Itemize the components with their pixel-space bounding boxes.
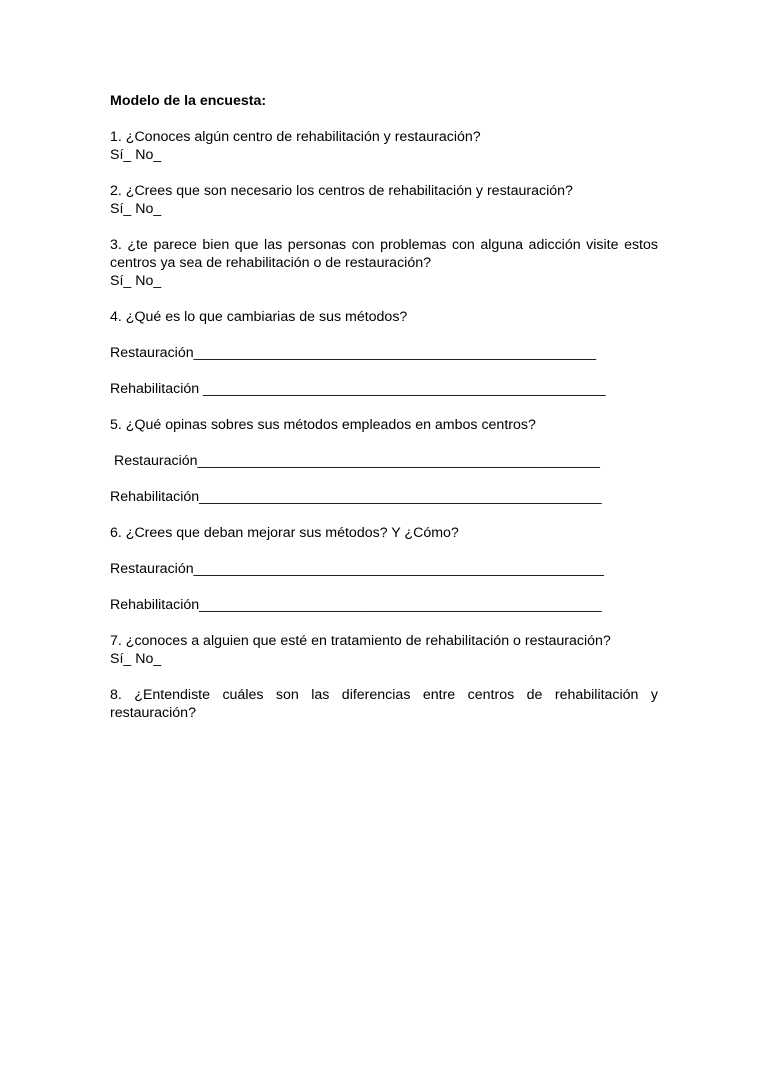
question-4-answer-restauracion bbox=[110, 344, 658, 362]
question-5-text: 5. ¿Qué opinas sobres sus métodos empleados en ambos centros? bbox=[110, 417, 536, 433]
question-6-answer-rehabilitacion bbox=[110, 596, 658, 614]
question-4 bbox=[110, 308, 658, 326]
question-4-line-rehabilitacion: Rehabilitación ___________________________________________________ bbox=[110, 381, 606, 397]
question-6-line-restauracion: Restauración____________________________________________________ bbox=[110, 561, 604, 577]
question-6 bbox=[110, 524, 658, 542]
question-8 bbox=[110, 686, 658, 722]
question-3-text: 3. ¿te parece bien que las personas con problemas con alguna adicción visite estos centros ya sea de rehabilitación o de restauración? bbox=[110, 237, 658, 271]
question-6-text: 6. ¿Crees que deban mejorar sus métodos? Y ¿Cómo? bbox=[110, 525, 459, 541]
question-1-options: Sí_ No_ bbox=[110, 147, 162, 163]
question-3-options: Sí_ No_ bbox=[110, 273, 162, 289]
question-5-answer-rehabilitacion bbox=[110, 488, 658, 506]
question-7 bbox=[110, 632, 658, 668]
question-2-text: 2. ¿Crees que son necesario los centros de rehabilitación y restauración? bbox=[110, 183, 573, 199]
question-8-text: 8. ¿Entendiste cuáles son las diferencias entre centros de rehabilitación y restauración? bbox=[110, 687, 658, 721]
question-5-line-rehabilitacion: Rehabilitación___________________________________________________ bbox=[110, 489, 602, 505]
question-5-answer-restauracion bbox=[110, 452, 658, 470]
question-1-text: 1. ¿Conoces algún centro de rehabilitación y restauración? bbox=[110, 129, 481, 145]
question-2-options: Sí_ No_ bbox=[110, 201, 162, 217]
survey-content bbox=[110, 92, 658, 740]
document-title: Modelo de la encuesta: bbox=[110, 93, 267, 109]
question-4-line-restauracion: Restauración___________________________________________________ bbox=[110, 345, 597, 361]
question-5-line-restauracion: Restauración___________________________________________________ bbox=[110, 453, 600, 469]
question-6-answer-restauracion bbox=[110, 560, 658, 578]
question-3 bbox=[110, 236, 658, 290]
question-4-answer-rehabilitacion bbox=[110, 380, 658, 398]
question-6-line-rehabilitacion: Rehabilitación___________________________________________________ bbox=[110, 597, 602, 613]
question-7-options: Sí_ No_ bbox=[110, 651, 162, 667]
question-1 bbox=[110, 128, 658, 164]
question-5 bbox=[110, 416, 658, 434]
question-2 bbox=[110, 182, 658, 218]
question-4-text: 4. ¿Qué es lo que cambiarias de sus métodos? bbox=[110, 309, 408, 325]
question-7-text: 7. ¿conoces a alguien que esté en tratamiento de rehabilitación o restauración? bbox=[110, 633, 611, 649]
